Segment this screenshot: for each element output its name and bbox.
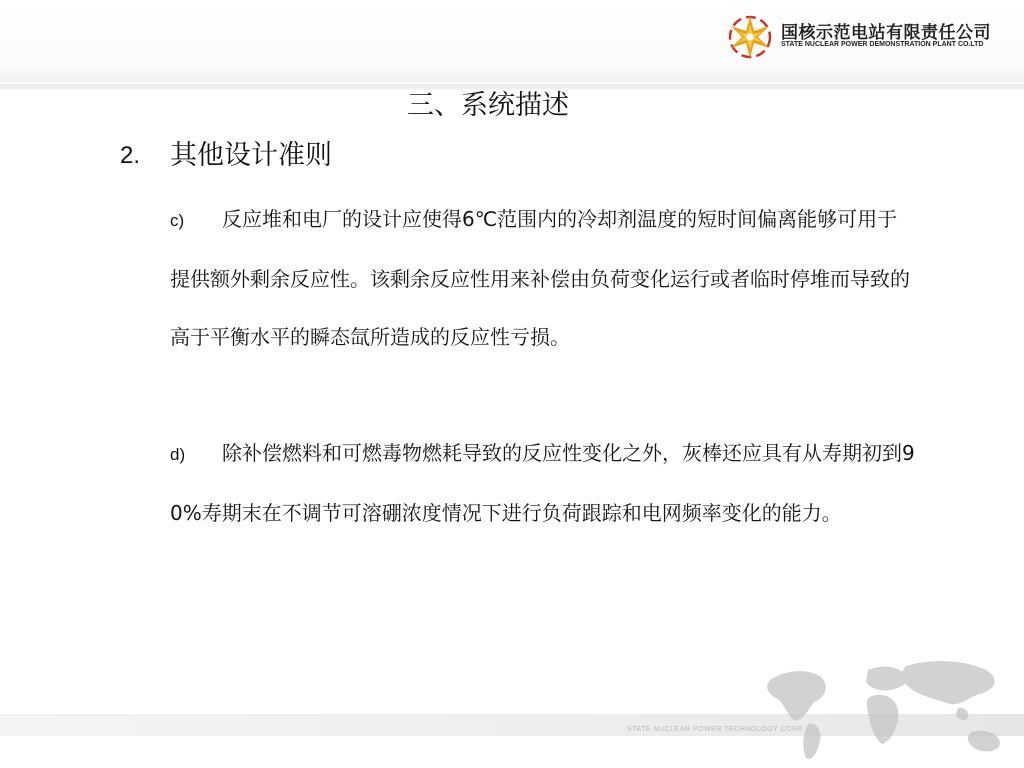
company-logo	[727, 14, 1017, 60]
section-number: 2.	[120, 142, 141, 169]
criterion-item-d	[170, 424, 915, 542]
slide-title: 三、系统描述	[407, 90, 569, 121]
criterion-item-c	[170, 190, 915, 366]
footer-company-text: STATE NUCLEAR POWER TECHNOLOGY CORP.	[627, 726, 805, 733]
world-map-watermark	[750, 640, 1024, 768]
item-label: d)	[170, 445, 186, 464]
nuclear-star-icon	[727, 14, 773, 60]
section-title: 其他设计准则	[170, 140, 332, 171]
item-text: 除补偿燃料和可燃毒物燃耗导致的反应性变化之外，灰棒还应具有从寿期初到90%寿期末在不调节可溶硼浓度情况下进行负荷跟踪和电网频率变化的能力。	[170, 441, 915, 525]
item-text: 反应堆和电厂的设计应使得6℃范围内的冷却剂温度的短时间偏离能够可用于提供额外剩余反应性。该剩余反应性用来补偿由负荷变化运行或者临时停堆而导致的高于平衡水平的瞬态氙所造成的反应性亏损。	[170, 207, 910, 349]
logo-company-name-en: STATE NUCLEAR POWER DEMONSTRATION PLANT CO.LTD	[781, 41, 984, 48]
logo-company-name-cn: 国核示范电站有限责任公司	[781, 23, 991, 43]
section-heading	[120, 135, 332, 177]
item-label: c)	[170, 211, 185, 230]
